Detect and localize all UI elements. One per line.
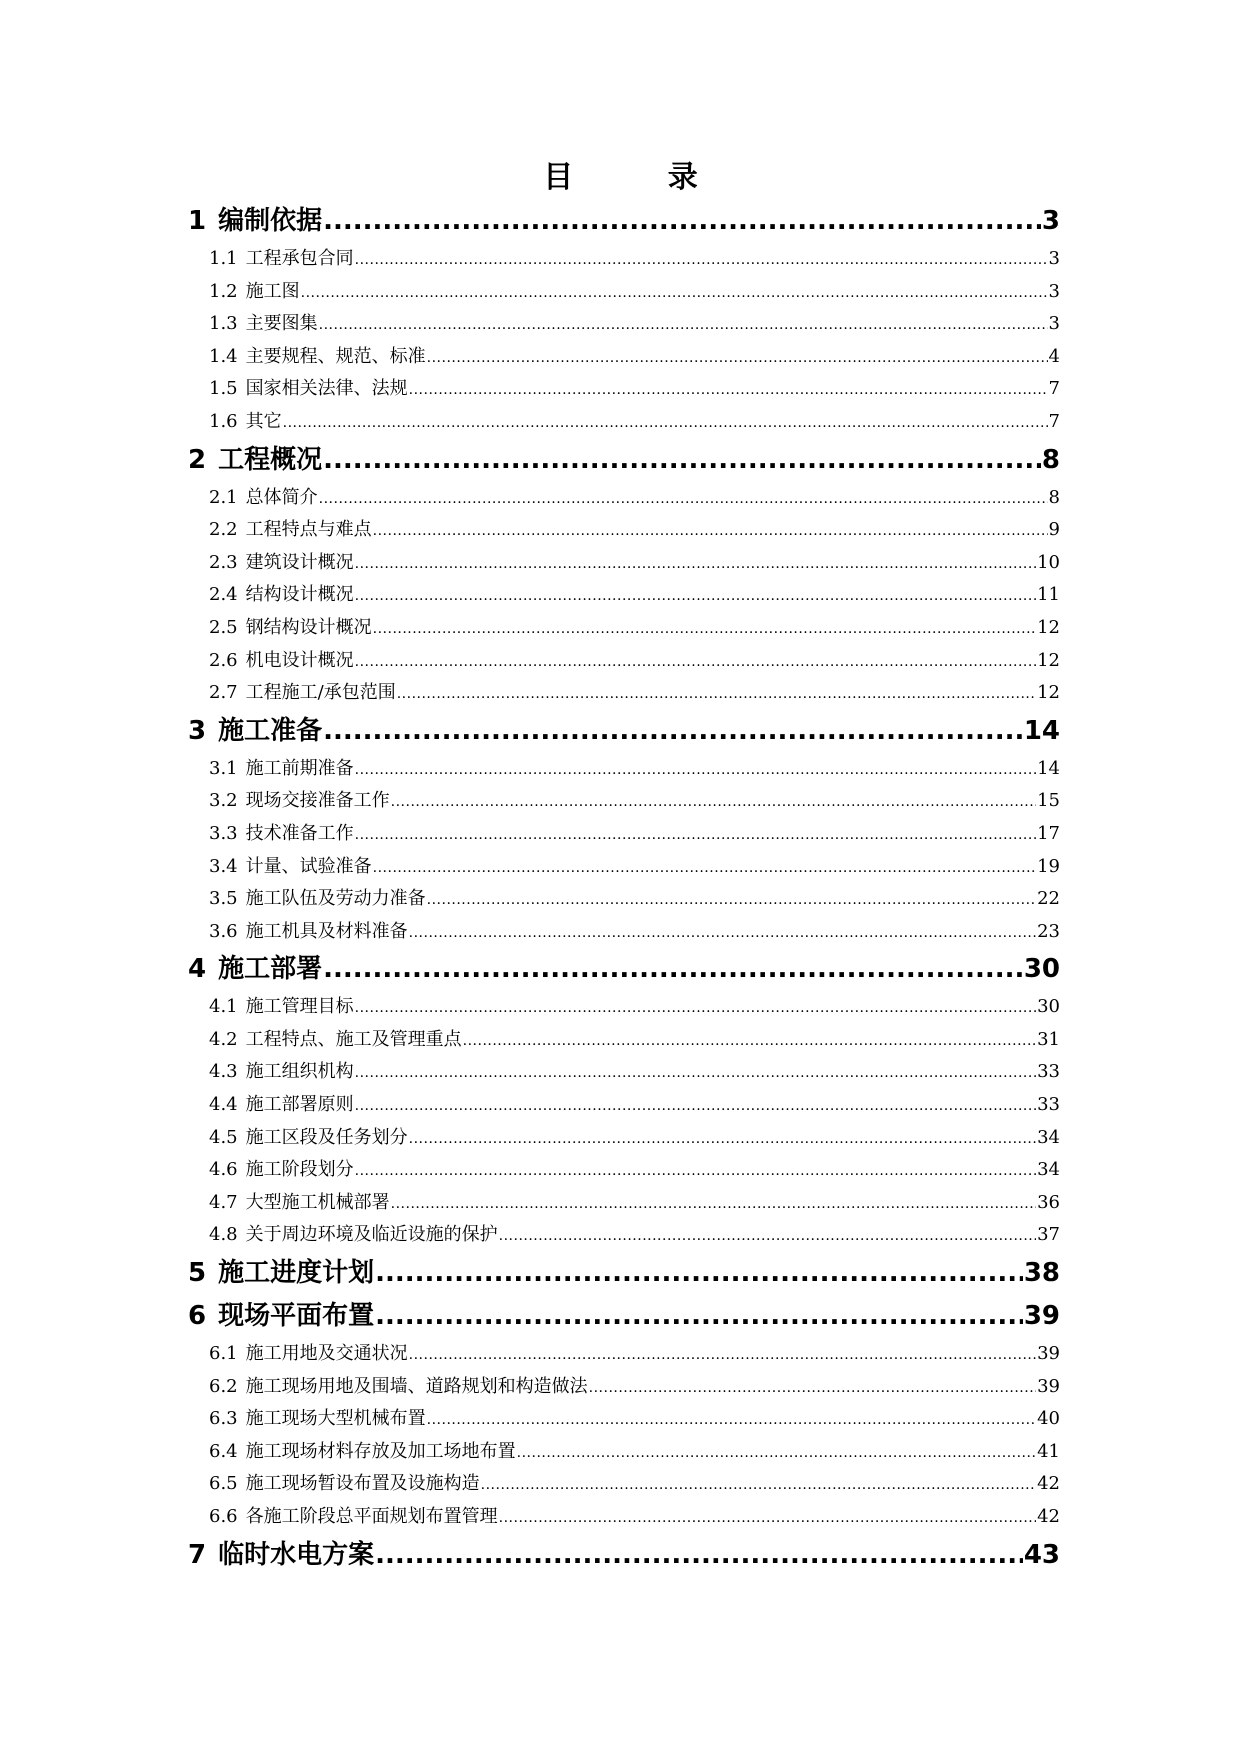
toc-leader-dots [427, 884, 1036, 916]
toc-leader-dots [499, 1502, 1036, 1534]
toc-entry-title: 其它 [245, 410, 282, 432]
toc-page-number: 30 [1023, 954, 1060, 985]
toc-page-number: 42 [1037, 1473, 1060, 1495]
toc-leader-dots [355, 646, 1036, 678]
toc-entry-title: 施工部署原则 [245, 1094, 354, 1116]
toc-entry-title: 施工区段及任务划分 [245, 1126, 408, 1148]
toc-entry-label [209, 1089, 354, 1122]
toc-entry-label [209, 406, 282, 439]
toc-leader-dots [427, 342, 1048, 374]
toc-entry-title: 施工图 [245, 280, 300, 302]
toc-entry-title: 施工进度计划 [218, 1258, 375, 1289]
toc-entry-title: 工程承包合同 [245, 248, 354, 269]
toc-page-number: 12 [1037, 649, 1060, 671]
toc-entry-label [209, 308, 318, 341]
toc-entry-label [188, 948, 322, 991]
toc-entry-title: 主要图集 [245, 313, 318, 335]
toc-section[interactable] [188, 1122, 1060, 1155]
toc-entry-label [209, 677, 396, 710]
toc-chapter[interactable] [188, 1295, 1060, 1338]
toc-page-number: 14 [1037, 757, 1060, 779]
toc-page-number: 8 [1041, 444, 1060, 475]
toc-leader-dots [323, 200, 1041, 243]
toc-entry-number: 6.3 [209, 1408, 238, 1430]
toc-entry-number: 4.3 [209, 1061, 238, 1083]
toc-entry-number: 1 [188, 206, 207, 236]
toc-page-number: 36 [1037, 1191, 1060, 1213]
toc-entry-label [209, 1154, 354, 1187]
toc-page-number: 17 [1037, 822, 1060, 844]
toc-leader-dots [323, 948, 1023, 991]
toc-page-number: 22 [1037, 888, 1060, 910]
page-title: 目 录 [543, 160, 740, 195]
toc-chapter[interactable] [188, 439, 1060, 482]
toc-leader-dots [283, 407, 1048, 439]
toc-section[interactable] [188, 1024, 1060, 1057]
toc-page-number: 38 [1023, 1258, 1060, 1289]
toc-entry-number: 2.5 [209, 616, 238, 638]
toc-entry-title: 关于周边环境及临近设施的保护 [245, 1224, 498, 1246]
toc-entry-title: 临时水电方案 [218, 1539, 375, 1570]
toc-entry-title: 工程概况 [218, 444, 323, 475]
toc-entry-number: 4.2 [209, 1028, 238, 1050]
toc-section[interactable] [188, 753, 1060, 786]
toc-entry-title: 建筑设计概况 [245, 551, 354, 573]
toc-entry-number: 1.5 [209, 378, 238, 400]
toc-section[interactable] [188, 1436, 1060, 1469]
toc-entry-number: 2.1 [209, 486, 238, 508]
toc-entry-label [209, 373, 408, 406]
toc-page-number: 43 [1023, 1539, 1060, 1570]
toc-entry-title: 施工管理目标 [245, 996, 354, 1018]
toc-entry-label [209, 753, 354, 786]
toc-section[interactable] [188, 1089, 1060, 1122]
toc-entry-title: 大型施工机械部署 [245, 1191, 390, 1213]
toc-entry-title: 施工阶段划分 [245, 1159, 354, 1181]
toc-entry-label [209, 1371, 588, 1404]
toc-entry-number: 6.4 [209, 1440, 238, 1462]
toc-entry-title: 施工现场大型机械布置 [245, 1408, 426, 1430]
toc-leader-dots [499, 1220, 1036, 1252]
toc-entry-label [209, 851, 372, 884]
toc-page-number: 3 [1048, 248, 1060, 269]
toc-entry-label [209, 1056, 354, 1089]
toc-leader-dots [409, 1123, 1036, 1155]
toc-page-number: 3 [1048, 313, 1060, 335]
toc-leader-dots [463, 1025, 1036, 1057]
toc-entry-title: 国家相关法律、法规 [245, 378, 408, 400]
toc-entry-title: 总体简介 [245, 486, 318, 508]
toc-section[interactable] [188, 645, 1060, 678]
toc-page-number: 10 [1037, 551, 1060, 573]
toc-entry-label [209, 1468, 480, 1501]
toc-entry-title: 工程施工/承包范围 [245, 682, 396, 704]
toc-entry-number: 1.3 [209, 313, 238, 335]
toc-leader-dots [375, 1534, 1023, 1577]
toc-entry-title: 现场交接准备工作 [245, 790, 390, 812]
toc-leader-dots [323, 439, 1041, 482]
toc-page-number: 39 [1037, 1375, 1060, 1397]
toc-leader-dots [355, 1057, 1036, 1089]
toc-entry-label [209, 1187, 390, 1220]
toc-entry-number: 4.5 [209, 1126, 238, 1148]
toc-section[interactable] [188, 1056, 1060, 1089]
toc-page-number: 4 [1048, 345, 1060, 367]
toc-leader-dots [409, 374, 1048, 406]
toc-page-number: 39 [1037, 1343, 1060, 1365]
toc-section[interactable] [188, 341, 1060, 374]
toc-section[interactable] [188, 1338, 1060, 1371]
toc-page-number: 34 [1037, 1126, 1060, 1148]
toc-entry-title: 工程特点、施工及管理重点 [245, 1028, 462, 1050]
toc-section[interactable] [188, 514, 1060, 547]
toc-entry-title: 计量、试验准备 [245, 855, 372, 877]
toc-entry-number: 3.5 [209, 888, 238, 910]
toc-entry-title: 施工现场暂设布置及设施构造 [245, 1473, 480, 1495]
toc-leader-dots [397, 678, 1036, 710]
toc-section[interactable] [188, 785, 1060, 818]
toc-entry-label [188, 1534, 374, 1577]
toc-entry-title: 编制依据 [218, 206, 323, 236]
toc-entry-number: 6.5 [209, 1473, 238, 1495]
toc-page-number: 7 [1048, 410, 1060, 432]
toc-section[interactable] [188, 851, 1060, 884]
toc-page-number: 11 [1037, 584, 1060, 606]
toc-leader-dots [391, 786, 1036, 818]
toc-leader-dots [373, 852, 1036, 884]
toc-entry-label [209, 243, 354, 276]
toc-page-number: 8 [1048, 486, 1060, 508]
toc-section[interactable] [188, 547, 1060, 580]
toc-entry-title: 施工部署 [218, 954, 323, 985]
toc-leader-dots [355, 1155, 1036, 1187]
toc-page-number: 30 [1037, 996, 1060, 1018]
toc-entry-label [188, 1295, 374, 1338]
toc-entry-title: 现场平面布置 [218, 1301, 375, 1332]
toc-entry-label [209, 579, 354, 612]
toc-entry-number: 2 [188, 444, 207, 475]
toc-leader-dots [373, 613, 1036, 645]
toc-entry-title: 结构设计概况 [245, 584, 354, 606]
toc-entry-number: 3 [188, 715, 207, 746]
toc-entry-number: 2.7 [209, 682, 238, 704]
toc-leader-dots [355, 580, 1036, 612]
toc-entry-number: 4.7 [209, 1191, 238, 1213]
toc-entry-label [209, 1024, 462, 1057]
toc-entry-title: 施工现场用地及围墙、道路规划和构造做法 [245, 1375, 588, 1397]
toc-entry-label [188, 200, 322, 243]
toc-entry-label [209, 1219, 498, 1252]
toc-section[interactable] [188, 883, 1060, 916]
toc-leader-dots [409, 1339, 1036, 1371]
toc-leader-dots [391, 1188, 1036, 1220]
toc-entry-number: 4.6 [209, 1159, 238, 1181]
toc-page-number: 23 [1037, 920, 1060, 942]
toc-entry-title: 施工准备 [218, 715, 323, 746]
toc-entry-title: 施工组织机构 [245, 1061, 354, 1083]
toc-leader-dots [589, 1372, 1036, 1404]
toc-section[interactable] [188, 243, 1060, 276]
toc-entry-number: 6.1 [209, 1343, 238, 1365]
toc-entry-title: 技术准备工作 [245, 822, 354, 844]
toc-leader-dots [409, 917, 1036, 949]
toc-entry-number: 3.2 [209, 790, 238, 812]
toc-entry-title: 施工队伍及劳动力准备 [245, 888, 426, 910]
toc-section[interactable] [188, 1187, 1060, 1220]
toc-entry-label [209, 1122, 408, 1155]
toc-entry-label [209, 883, 426, 916]
toc-page-number: 33 [1037, 1061, 1060, 1083]
toc-entry-label [209, 482, 318, 515]
toc-section[interactable] [188, 916, 1060, 949]
toc-leader-dots [355, 1090, 1036, 1122]
toc-chapter[interactable] [188, 948, 1060, 991]
toc-page-number: 19 [1037, 855, 1060, 877]
toc-entry-number: 3.3 [209, 822, 238, 844]
toc-entry-label [209, 1501, 498, 1534]
toc-entry-label [209, 785, 390, 818]
toc-entry-label [209, 547, 354, 580]
toc-page-number: 40 [1037, 1408, 1060, 1430]
toc-page-number: 37 [1037, 1224, 1060, 1246]
toc-entry-number: 3.6 [209, 920, 238, 942]
toc-entry-label [209, 514, 372, 547]
toc-page-number: 12 [1037, 682, 1060, 704]
toc-section[interactable] [188, 1371, 1060, 1404]
toc-page-number: 14 [1023, 715, 1060, 746]
toc-leader-dots [355, 548, 1036, 580]
toc-leader-dots [517, 1437, 1036, 1469]
toc-entry-label [188, 1252, 374, 1295]
toc-leader-dots [355, 754, 1036, 786]
toc-entry-number: 3.1 [209, 757, 238, 779]
toc-entry-number: 4.1 [209, 996, 238, 1018]
toc-page-number: 15 [1037, 790, 1060, 812]
toc-entry-number: 1.1 [209, 248, 238, 269]
toc-entry-label [209, 1436, 516, 1469]
toc-page-number: 41 [1037, 1440, 1060, 1462]
toc-section[interactable] [188, 991, 1060, 1024]
toc-entry-label [188, 439, 322, 482]
toc-entry-label [209, 991, 354, 1024]
toc-entry-number: 6 [188, 1301, 207, 1332]
toc-entry-number: 6.2 [209, 1375, 238, 1397]
toc-page-number: 9 [1048, 519, 1060, 541]
toc-entry-label [188, 710, 322, 753]
toc-entry-number: 1.4 [209, 345, 238, 367]
toc-leader-dots [319, 309, 1048, 341]
toc-entry-number: 4.8 [209, 1224, 238, 1246]
toc-page-number: 39 [1023, 1301, 1060, 1332]
toc-entry-title: 各施工阶段总平面规划布置管理 [245, 1506, 498, 1527]
toc-entry-number: 2.6 [209, 649, 238, 671]
toc-entry-number: 6.6 [209, 1506, 238, 1527]
toc-leader-dots [375, 1252, 1023, 1295]
toc-entry-number: 5 [188, 1258, 207, 1289]
toc-leader-dots [373, 515, 1048, 547]
toc-entry-number: 3.4 [209, 855, 238, 877]
toc-entry-label [209, 645, 354, 678]
toc-entry-title: 钢结构设计概况 [245, 616, 372, 638]
toc-entry-number: 2.3 [209, 551, 238, 573]
toc-entry-number: 4 [188, 954, 207, 985]
toc-section[interactable] [188, 1219, 1060, 1252]
toc-page-number: 3 [1041, 206, 1060, 236]
toc-entry-label [209, 1338, 408, 1371]
toc-section[interactable] [188, 677, 1060, 710]
toc-chapter[interactable] [188, 710, 1060, 753]
toc-page-number: 31 [1037, 1028, 1060, 1050]
toc-page-number: 33 [1037, 1094, 1060, 1116]
toc-page-number: 7 [1048, 378, 1060, 400]
toc-entry-label [209, 276, 300, 309]
toc-section[interactable] [188, 373, 1060, 406]
toc-section[interactable] [188, 482, 1060, 515]
toc-entry-title: 施工用地及交通状况 [245, 1343, 408, 1365]
toc-entry-number: 2.2 [209, 519, 238, 541]
toc-entry-label [209, 341, 426, 374]
toc-section[interactable] [188, 1468, 1060, 1501]
toc-entry-number: 4.4 [209, 1094, 238, 1116]
toc-chapter[interactable] [188, 1252, 1060, 1295]
toc-entry-label [209, 916, 408, 949]
toc-section[interactable] [188, 1154, 1060, 1187]
toc-page-number: 12 [1037, 616, 1060, 638]
toc-page-number: 42 [1037, 1506, 1060, 1527]
toc-chapter[interactable] [188, 1534, 1060, 1577]
toc-section[interactable] [188, 579, 1060, 612]
toc-entry-title: 主要规程、规范、标准 [245, 345, 426, 367]
toc-entry-number: 7 [188, 1539, 207, 1570]
toc-leader-dots [375, 1295, 1023, 1338]
toc-section[interactable] [188, 1403, 1060, 1436]
toc-entry-label [209, 612, 372, 645]
toc-entry-title: 机电设计概况 [245, 649, 354, 671]
toc-entry-number: 1.6 [209, 410, 238, 432]
toc-entry-title: 施工机具及材料准备 [245, 920, 408, 942]
toc-leader-dots [427, 1404, 1036, 1436]
toc-leader-dots [481, 1469, 1036, 1501]
toc-entry-title: 施工前期准备 [245, 757, 354, 779]
toc-section[interactable] [188, 406, 1060, 439]
toc-leader-dots [301, 277, 1048, 309]
toc-page-number: 3 [1048, 280, 1060, 302]
toc-section[interactable] [188, 612, 1060, 645]
toc-section[interactable] [188, 818, 1060, 851]
toc-entry-label [209, 1403, 426, 1436]
toc-leader-dots [355, 992, 1036, 1024]
toc-entry-number: 1.2 [209, 280, 238, 302]
toc-leader-dots [355, 819, 1036, 851]
toc-entry-title: 工程特点与难点 [245, 519, 372, 541]
toc-leader-dots [319, 483, 1048, 515]
toc-section[interactable] [188, 1501, 1060, 1534]
toc-entry-number: 2.4 [209, 584, 238, 606]
toc-entry-label [209, 818, 354, 851]
toc-entry-title: 施工现场材料存放及加工场地布置 [245, 1440, 516, 1462]
table-of-contents [188, 200, 1060, 1577]
toc-section[interactable] [188, 308, 1060, 341]
toc-page-number: 34 [1037, 1159, 1060, 1181]
toc-chapter[interactable] [188, 200, 1060, 243]
toc-section[interactable] [188, 276, 1060, 309]
toc-leader-dots [355, 244, 1048, 276]
toc-leader-dots [323, 710, 1023, 753]
